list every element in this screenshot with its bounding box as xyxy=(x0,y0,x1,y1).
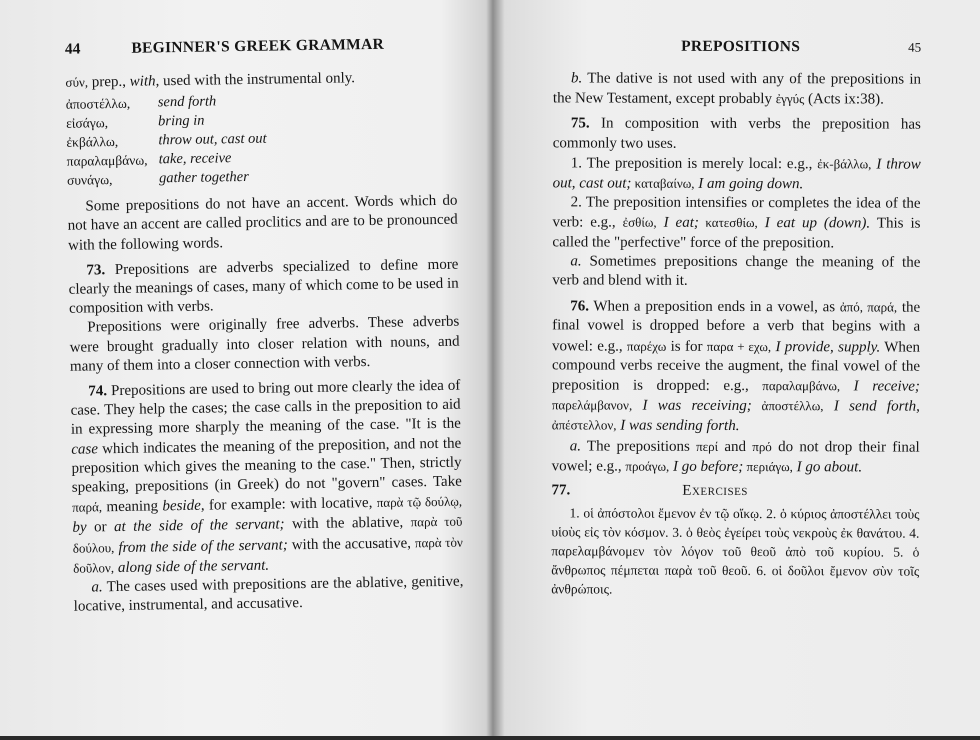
vocab-row: παραλαμβάνω, take, receive xyxy=(66,150,232,169)
vocab-row: ἐκβάλλω, throw out, cast out xyxy=(66,130,267,150)
page-number: 45 xyxy=(908,39,922,55)
section-74a: a. The cases used with prepositions are the ablative, genitive, locative, instrumental, and accusative. xyxy=(73,573,464,615)
proclitics-paragraph: Some prepositions do not have an accent. Words which do not have an accent are called proclitics and are to be pronounced with the following words. xyxy=(67,192,458,254)
section-75-2: 2. The preposition intensifies or completes the idea of the verb: e.g., ἐσθίω, I eat; κατεσθίω, I eat up (down). This is called the "perfective" force of the preposition. xyxy=(552,194,921,251)
vocab-row: ἀποστέλλω, send forth xyxy=(65,93,217,112)
vocab-list xyxy=(66,89,457,190)
vocab-row: συνάγω, gather together xyxy=(66,169,249,188)
running-head: BEGINNER'S GREEK GRAMMAR xyxy=(131,35,385,57)
section-75-1: 1. The preposition is merely local: e.g., ἐκ-βάλλω, I throw out, cast out; καταβαίνω, I am going down. xyxy=(552,155,921,193)
right-page xyxy=(499,0,980,737)
exercises-heading: 77. Exercises xyxy=(551,482,748,500)
vocab-row: εἰσάγω, bring in xyxy=(66,112,205,131)
section-74b: b. The dative is not used with any of the prepositions in the New Testament, except probably ἐγγύς (Acts ix:38). xyxy=(552,70,922,108)
section-73-cont: Prepositions were originally free adverbs. These adverbs were brought gradually into closer relation with nouns, and many of them into a closer connection with verbs. xyxy=(69,314,460,375)
section-75: 75. In composition with verbs the preposition has commonly two uses. xyxy=(552,115,921,152)
right-header xyxy=(553,37,921,56)
section-73: 73. Prepositions are adverbs specialized to define more clearly the meanings of cases, many of which come to be used in composition with verbs. xyxy=(68,256,459,317)
section-76a: a. The prepositions περί and πρό do not drop their final vowel; e.g., προάγω, I go before; περιάγω, I go about. xyxy=(551,438,920,476)
syn-entry: σύν, prep., with, used with the instrumental only. xyxy=(65,70,356,91)
section-76: 76. When a preposition ends in a vowel, as ἀπό, παρά, the final vowel is dropped before a verb that begins with a vowel: e.g., παρέχω is for παρα + εχω, I provide, supply. When compound verbs receive the augment, the final vowel of the preposition is dropped: e.g., παραλαμβάνω, I receive; παρελάμβανον, I was receiving; ἀποστέλλω, I send forth, ἀπέστελλον, I was sending forth. xyxy=(551,298,921,435)
page-number: 44 xyxy=(64,40,81,58)
left-header xyxy=(65,35,455,59)
section-74: 74. Prepositions are used to bring out more clearly the idea of case. They help the cases; the case calls in the preposition to aid in expressing more sharply the meaning of the case. "It is the case which indicates the meaning of the preposition, and not the preposition which gives the meaning to the case." Then, strictly speaking, prepositions (in Greek) do not "govern" cases. Take παρά, meaning beside, for example: with locative, παρὰ τῷ δούλῳ, by or at the side of the servant; with the ablative, παρὰ τοῦ δούλου, from the side of the servant; with the accusative, παρὰ τὸν δοῦλον, along side of the servant. xyxy=(70,377,463,576)
section-75a: a. Sometimes prepositions change the meaning of the verb and blend with it. xyxy=(552,253,921,289)
exercises-text: 1. οἱ ἀπόστολοι ἔμενον ἐν τῷ οἴκῳ. 2. ὁ κύριος ἀποστέλλει τοὺς υἱοὺς εἰς τὸν κόσμον. 3. ὁ θεὸς ἐγείρει τοὺς νεκροὺς ἐκ θανάτου. 4. παρελαμβάνομεν τὸν λόγον τοῦ θεοῦ ἀπὸ τοῦ κυρίου. 5. ὁ ἄνθρωπος πέμπεται παρὰ τοῦ θεοῦ. 6. οἱ δοῦλοι ἔμενον σὺν τοῖς ἀνθρώποις. xyxy=(551,505,920,597)
running-head: PREPOSITIONS xyxy=(681,37,801,56)
